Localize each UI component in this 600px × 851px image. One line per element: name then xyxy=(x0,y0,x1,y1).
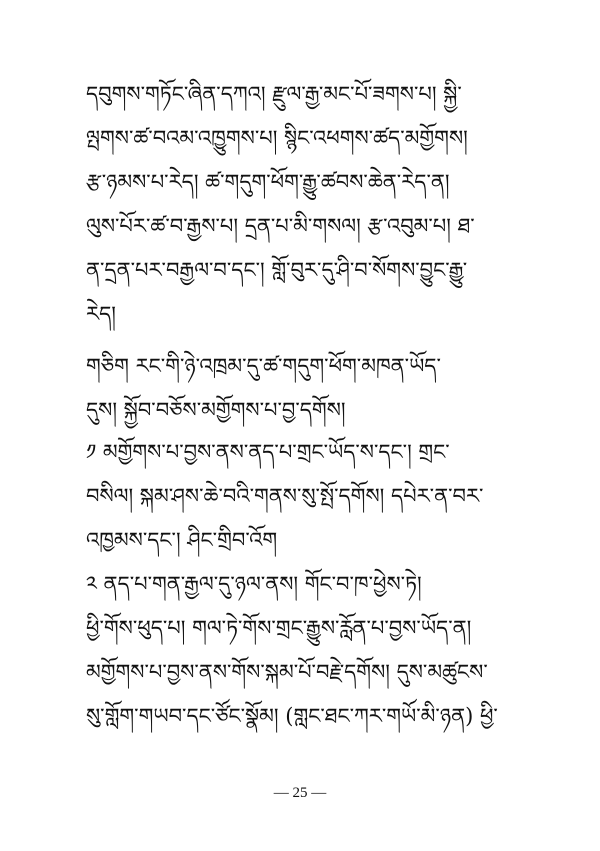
text-line: མགྱོགས་པ་བྱས་ནས་གོས་སྐམ་པོ་བརྗེ་དགོས། དུས་མཚུངས་ xyxy=(86,660,488,684)
text-line: དབུགས་གཏོང་ཞིན་དཀའ། རྫུལ་རྒྱ་མང་པོ་ཟགས་པ། སྐྱི་ xyxy=(86,82,462,106)
text-line: བསིལ། སྐམ་ཤས་ཆེ་བའི་གནས་སུ་སྤོ་དགོས། དཔེར་ན་བར་ xyxy=(86,484,484,508)
text-line: འཁྱམས་དང་། ཤིང་གྲིབ་འོག xyxy=(86,528,278,552)
section-heading-one xyxy=(86,344,518,432)
text-line: ལྤགས་ཚ་བའམ་འཁྱུགས་པ། སྙིང་འཕགས་ཚད་མགྱོགས། xyxy=(86,126,468,150)
text-line: ན་དྲན་པར་བརྒྱལ་བ་དང་། གློ་བུར་དུ་ཤི་བ་སོགས་བྱུང་རྒྱུ་ xyxy=(86,258,468,282)
text-line: རྩ་ཉམས་པ་རེད། ཚ་གདུག་ཕོག་རྒྱུ་ཚབས་ཆེན་རེད་ན། xyxy=(86,170,450,194)
paragraph-symptoms xyxy=(86,72,518,336)
text-line: དུས། སྐྱོབ་བཅོས་མགྱོགས་པ་བྱ་དགོས། xyxy=(86,398,346,422)
text-line: ༢ ནད་པ་གན་རྒྱལ་དུ་ཉལ་ནས། གོང་བ་ཁ་ཕྱེས་ཏེ། xyxy=(86,572,422,596)
text-line: རེད། xyxy=(86,302,116,326)
text-line: ཕྱི་གོས་ཕུད་པ། གལ་ཏེ་གོས་གྲང་རྒྱུས་རློན་པ་བྱས་ཡོད་ན། xyxy=(86,616,472,640)
page-number: — 25 — xyxy=(273,785,327,801)
text-line: ལུས་པོར་ཚ་བ་རྒྱས་པ། དྲན་པ་མི་གསལ། རྩ་འབུམ་པ། ཐ་ xyxy=(86,214,475,238)
text-line: ༡ མགྱོགས་པ་བྱས་ནས་ནད་པ་གྲང་ཡོད་ས་དང་། གྲང་ xyxy=(86,440,450,464)
text-line: སུ་གློག་གཡབ་དང་ཙོང་སྣོམ། (གླང་ཐང་ཀར་གཡོ་མི་ཉན) ཕྱི་ xyxy=(86,704,498,728)
text-line: གཅིག རང་གི་ཉེ་འཁྲམ་དུ་ཚ་གདུག་ཕོག་མཁན་ཡོད་ xyxy=(86,354,441,378)
numbered-item-2 xyxy=(86,562,518,738)
numbered-item-1 xyxy=(86,430,518,562)
